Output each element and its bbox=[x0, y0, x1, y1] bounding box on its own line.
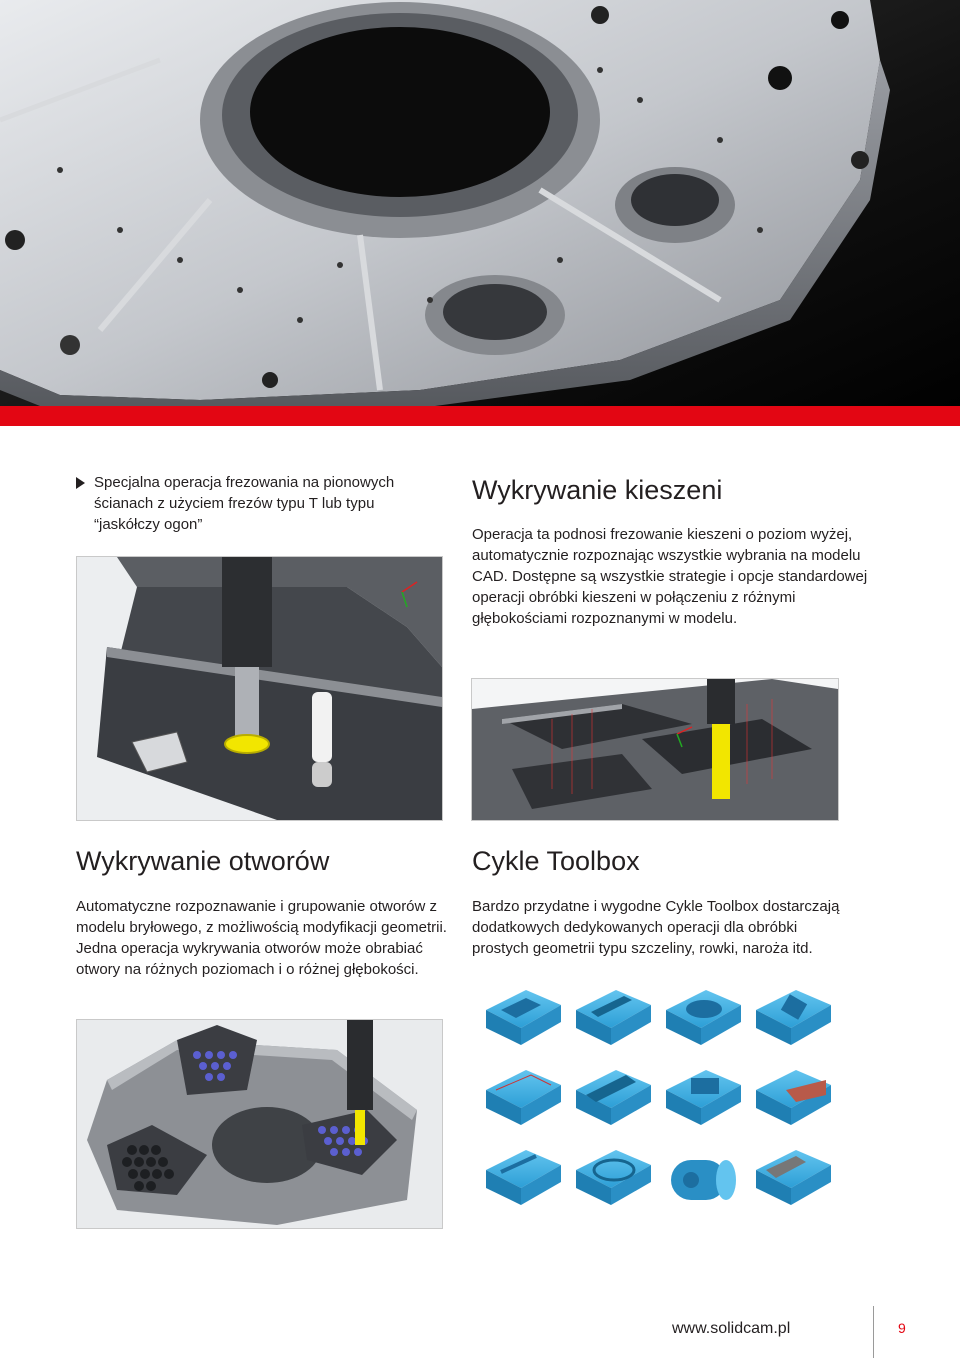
bullet-triangle-icon bbox=[76, 477, 85, 489]
toolbox-cycle-icons bbox=[486, 990, 836, 1220]
machined-housing-illustration bbox=[0, 0, 960, 425]
footer-divider bbox=[873, 1306, 874, 1358]
toolbox-cycles-grid bbox=[486, 990, 836, 1220]
footer-website-link[interactable]: www.solidcam.pl bbox=[672, 1320, 791, 1337]
pockets-body: Operacja ta podnosi frezowanie kieszeni o poziom wyżej, automatycznie rozpoznając wszystkie wybrania na modelu CAD. Dostępne są wszystkie strategie i opcje standardowej operacji obróbki kieszeni w połączeniu z różnymi głębokościami rozpoznanymi w modelu. bbox=[472, 526, 868, 627]
pocket-toolpath-image bbox=[471, 678, 839, 821]
t-slot-tool-illustration bbox=[77, 557, 442, 820]
toolbox-body: Bardzo przydatne i wygodne Cykle Toolbox dostarczają dodatkowych dedykowanych operacji dla obróbki prostych geometrii typu szczeliny, rowki, naroża itd. bbox=[472, 898, 840, 957]
holes-body: Automatyczne rozpoznawanie i grupowanie otworów z modelu bryłowego, z możliwością modyfikacji geometrii. Jedna operacja wykrywania otworów może obrabiać otwory na różnych poziomach i o różnej głębokości. bbox=[76, 898, 447, 978]
bullet-text: Specjalna operacja frezowania na pionowych ścianach z użyciem frezów typu T lub typu “jaskółczy ogon” bbox=[94, 474, 395, 533]
cycle-tiles bbox=[486, 990, 831, 1205]
red-accent-band bbox=[0, 406, 960, 426]
pockets-title: Wykrywanie kieszeni bbox=[472, 475, 723, 505]
page-number: 9 bbox=[898, 1320, 906, 1336]
holes-title: Wykrywanie otworów bbox=[76, 846, 330, 876]
hole-recognition-image bbox=[76, 1019, 443, 1229]
hole-recognition-illustration bbox=[77, 1020, 442, 1228]
hero-machined-part-photo bbox=[0, 0, 960, 425]
t-slot-tool-image bbox=[76, 556, 443, 821]
pocket-toolpath-illustration bbox=[472, 679, 838, 820]
toolbox-title: Cykle Toolbox bbox=[472, 846, 640, 876]
feature-bullet bbox=[76, 472, 406, 535]
